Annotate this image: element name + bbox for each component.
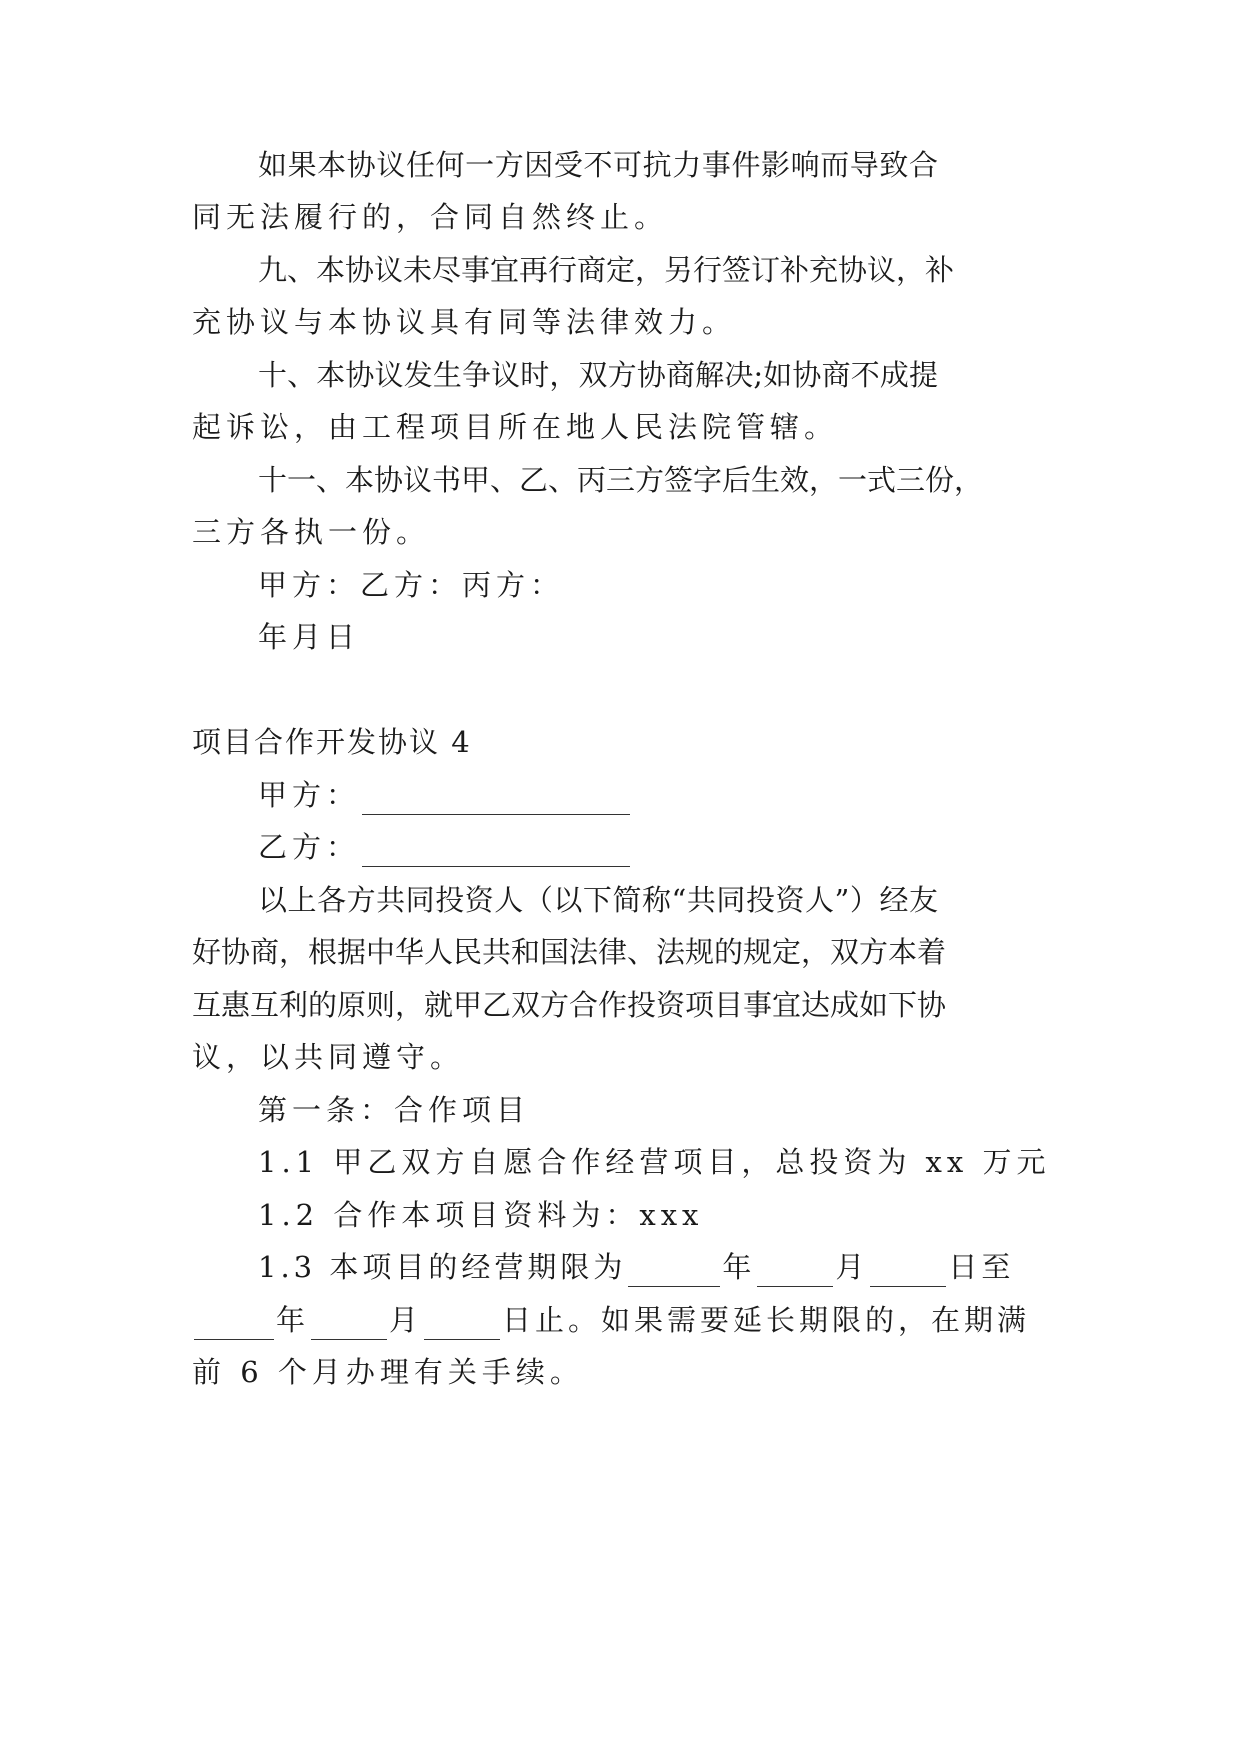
item-1-3-line-2 — [192, 1300, 1030, 1340]
clause-11-line-2: 三方各执一份。 — [192, 515, 431, 549]
item-1-3-month-label: 月 — [835, 1250, 869, 1284]
item-1-3-year-label: 年 — [722, 1250, 756, 1284]
start-month-blank — [757, 1256, 833, 1287]
agreement-title: 项目合作开发协议 4 — [192, 725, 472, 759]
item-1-3-month2-label: 月 — [389, 1303, 423, 1337]
force-majeure-line-2: 同无法履行的，合同自然终止。 — [192, 200, 669, 234]
clause-10-line-2: 起诉讼，由工程项目所在地人民法院管辖。 — [192, 410, 839, 444]
article-1-heading: 第一条：合作项目 — [258, 1093, 531, 1127]
signature-line: 甲方：乙方：丙方： — [258, 568, 565, 602]
end-year-blank — [194, 1309, 274, 1340]
party-b-blank — [362, 836, 630, 867]
preamble-line-4: 议，以共同遵守。 — [192, 1040, 465, 1074]
start-year-blank — [628, 1256, 720, 1287]
start-day-blank — [870, 1256, 946, 1287]
end-month-blank — [311, 1309, 387, 1340]
item-1-3-year2-label: 年 — [276, 1303, 310, 1337]
end-day-blank — [424, 1309, 500, 1340]
clause-9-line-1: 九、本协议未尽事宜再行商定，另行签订补充协议，补 — [258, 253, 955, 287]
force-majeure-line-1: 如果本协议任何一方因受不可抗力事件影响而导致合 — [258, 148, 938, 182]
party-a-row — [258, 775, 632, 815]
item-1-3-suffix: 日止。如果需要延长期限的，在期满 — [502, 1303, 1031, 1337]
item-1-3-line-3: 前 6 个月办理有关手续。 — [192, 1355, 584, 1389]
item-1-3-day-to-label: 日至 — [948, 1250, 1015, 1284]
item-1-2: 1.2 合作本项目资料为：xxx — [258, 1198, 704, 1232]
party-a-blank — [362, 784, 630, 815]
preamble-line-3: 互惠互利的原则，就甲乙双方合作投资项目事宜达成如下协 — [192, 988, 947, 1022]
party-b-label: 乙方： — [258, 830, 361, 864]
item-1-3-prefix: 1.3 本项目的经营期限为 — [258, 1250, 627, 1284]
clause-9-line-2: 充协议与本协议具有同等法律效力。 — [192, 305, 737, 339]
item-1-1: 1.1 甲乙双方自愿合作经营项目，总投资为 xx 万元 — [258, 1145, 1051, 1179]
date-line: 年月日 — [258, 620, 361, 654]
item-1-3-line-1 — [258, 1247, 1014, 1287]
clause-11-line-1: 十一、本协议书甲、乙、丙三方签字后生效，一式三份， — [258, 463, 984, 497]
party-a-label: 甲方： — [258, 778, 361, 812]
clause-10-line-1: 十、本协议发生争议时，双方协商解决;如协商不成提 — [258, 358, 938, 392]
preamble-line-2: 好协商，根据中华人民共和国法律、法规的规定，双方本着 — [192, 935, 947, 969]
preamble-line-1: 以上各方共同投资人（以下简称“共同投资人”）经友 — [258, 883, 938, 917]
party-b-row — [258, 827, 632, 867]
